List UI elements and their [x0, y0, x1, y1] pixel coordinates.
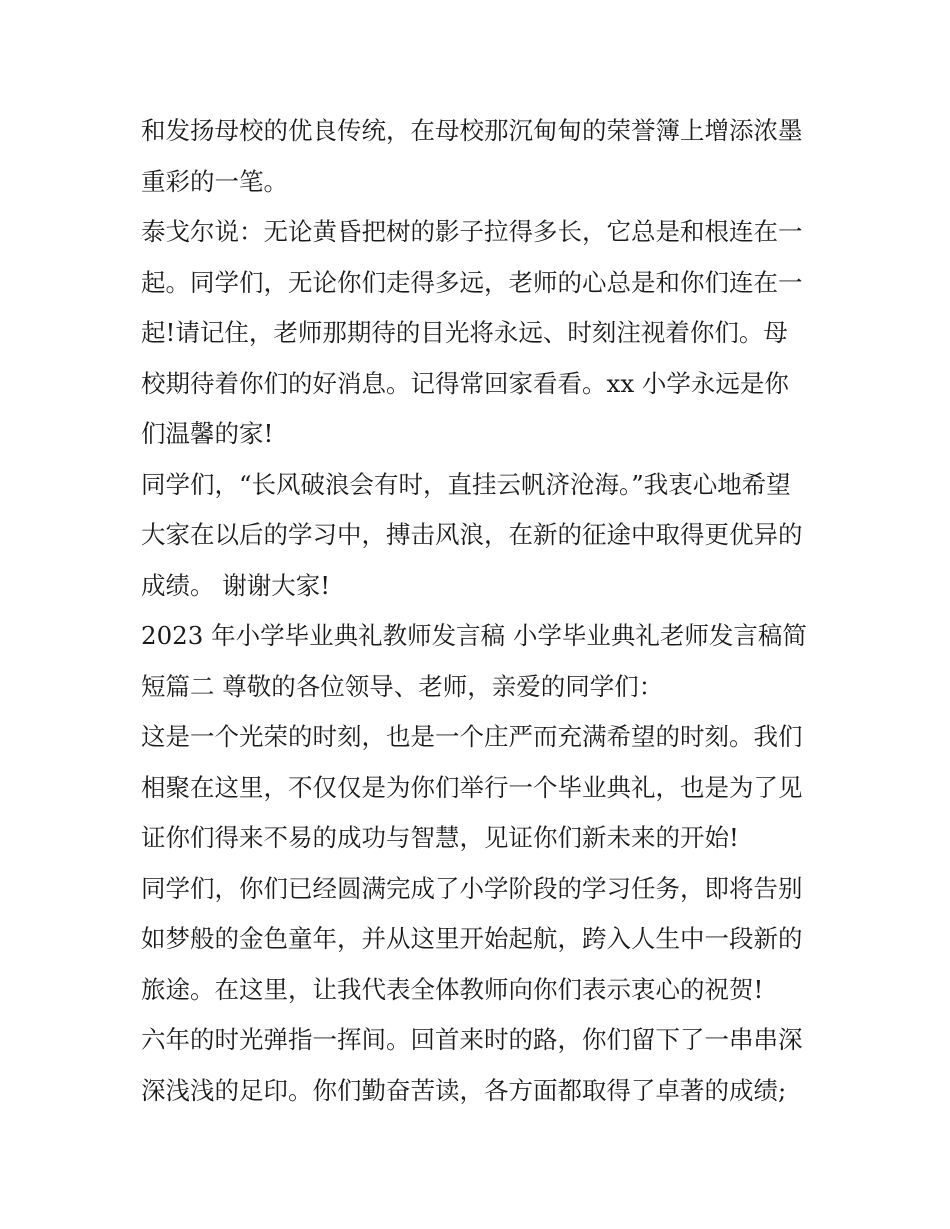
text-line: 泰戈尔说：无论黄昏把树的影子拉得多长，它总是和根连在一: [141, 217, 803, 246]
text-line: 和发扬母校的优良传统，在母校那沉甸甸的荣誉簿上增添浓墨: [141, 116, 803, 145]
text-line: 重彩的一笔。: [141, 166, 288, 196]
text-line: 大家在以后的学习中，搏击风浪，在新的征途中取得更优异的: [141, 520, 803, 549]
text-line: 六年的时光弹指一挥间。回首来时的路，你们留下了一串串深: [141, 1025, 803, 1054]
text-line: 这是一个光荣的时刻，也是一个庄严而充满希望的时刻。我们: [141, 722, 803, 751]
text-line: 深浅浅的足印。你们勤奋苦读，各方面都取得了卓著的成绩;: [141, 1075, 787, 1105]
text-line: 如梦般的金色童年，并从这里开始起航，跨入人生中一段新的: [141, 924, 803, 953]
text-line: 同学们，你们已经圆满完成了小学阶段的学习任务，即将告别: [141, 873, 803, 903]
text-line: 们温馨的家!: [141, 419, 274, 448]
body-text: [141, 106, 813, 1116]
section-heading-line: 短篇二 尊敬的各位领导、老师，亲爱的同学们：: [141, 671, 664, 701]
text-line: 起。同学们，无论你们走得多远，老师的心总是和你们连在一: [141, 267, 803, 297]
text-line: 旅途。在这里，让我代表全体教师向你们表示衷心的祝贺!: [141, 974, 764, 1004]
text-line: 起!请记住，老师那期待的目光将永远、时刻注视着你们。母: [141, 318, 788, 347]
text-line: 证你们得来不易的成功与智慧，见证你们新未来的开始!: [141, 823, 739, 852]
text-line: 同学们，“长风破浪会有时，直挂云帆济沧海。”我衷心地希望: [141, 469, 791, 499]
section-heading-line: 2023 年小学毕业典礼教师发言稿 小学毕业典礼老师发言稿简: [141, 621, 807, 650]
text-line: 校期待着你们的好消息。记得常回家看看。xx 小学永远是你: [141, 368, 789, 398]
text-line: 成绩。 谢谢大家!: [141, 570, 331, 600]
text-line: 相聚在这里，不仅仅是为你们举行一个毕业典礼，也是为了见: [141, 772, 803, 802]
